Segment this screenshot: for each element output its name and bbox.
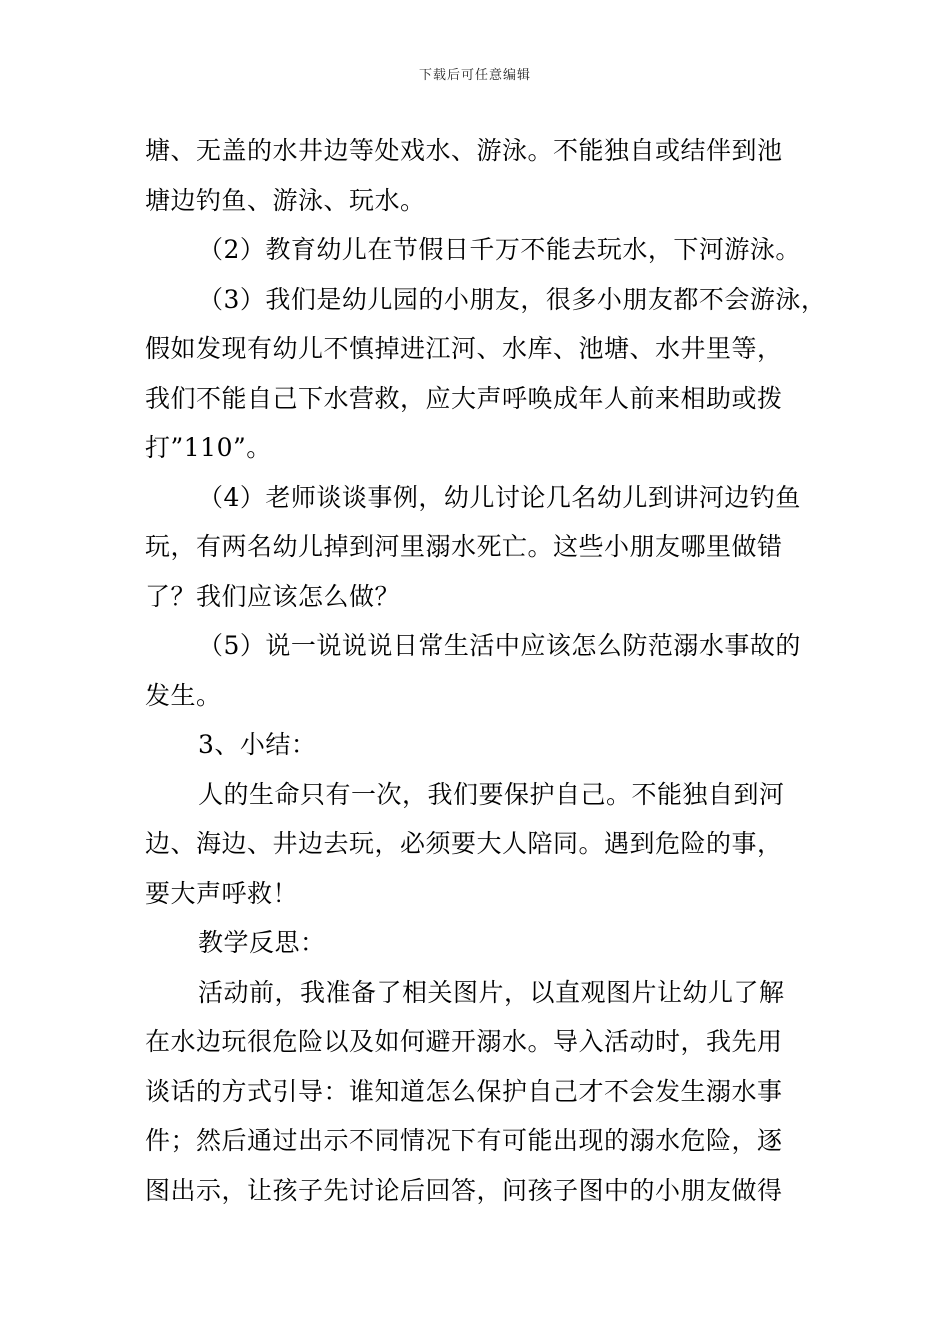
section-heading-reflection: 教学反思： (198, 928, 326, 957)
text-line: 在水边玩很危险以及如何避开溺水。导入活动时，我先用 (145, 1027, 783, 1056)
page-header-caption: 下载后可任意编辑 (418, 68, 531, 83)
paragraph-start-line: （3）我们是幼儿园的小朋友，很多小朋友都不会游泳， (198, 284, 827, 314)
text-line: 我们不能自己下水营救，应大声呼唤成年人前来相助或拨 (145, 383, 783, 413)
text-line: 塘、无盖的水井边等处戏水、游泳。不能独自或结伴到池 (145, 136, 783, 165)
text-line: 打”110”。 (145, 433, 272, 462)
paragraph-start-line: 活动前，我准备了相关图片，以直观图片让幼儿了解 (198, 977, 785, 1007)
text-line: 发生。 (145, 680, 222, 710)
paragraph-start-line: （2）教育幼儿在节假日千万不能去玩水，下河游泳。 (198, 235, 801, 264)
section-heading-summary: 3、小结： (198, 730, 317, 759)
paragraph-start-line: （4）老师谈谈事例，幼儿讨论几名幼儿到讲河边钓鱼 (198, 482, 801, 512)
text-line: 件；然后通过出示不同情况下有可能出现的溺水危险，逐 (145, 1126, 783, 1155)
text-line: 谈话的方式引导：谁知道怎么保护自己才不会发生溺水事 (145, 1076, 783, 1106)
text-line: 玩，有两名幼儿掉到河里溺水死亡。这些小朋友哪里做错 (145, 532, 783, 561)
text-line: 边、海边、井边去玩，必须要大人陪同。遇到危险的事， (145, 829, 783, 858)
paragraph-start-line: 人的生命只有一次，我们要保护自己。不能独自到河 (198, 779, 785, 809)
text-line: 假如发现有幼儿不慎掉进江河、水库、池塘、水井里等， (145, 334, 783, 363)
text-line: 图出示，让孩子先讨论后回答，问孩子图中的小朋友做得 (145, 1175, 783, 1205)
text-line: 了？我们应该怎么做？ (145, 581, 401, 611)
paragraph-start-line: （5）说一说说说日常生活中应该怎么防范溺水事故的 (198, 631, 801, 660)
text-line: 塘边钓鱼、游泳、玩水。 (145, 185, 426, 215)
text-line: 要大声呼救！ (145, 878, 299, 908)
document-body (145, 126, 827, 1215)
